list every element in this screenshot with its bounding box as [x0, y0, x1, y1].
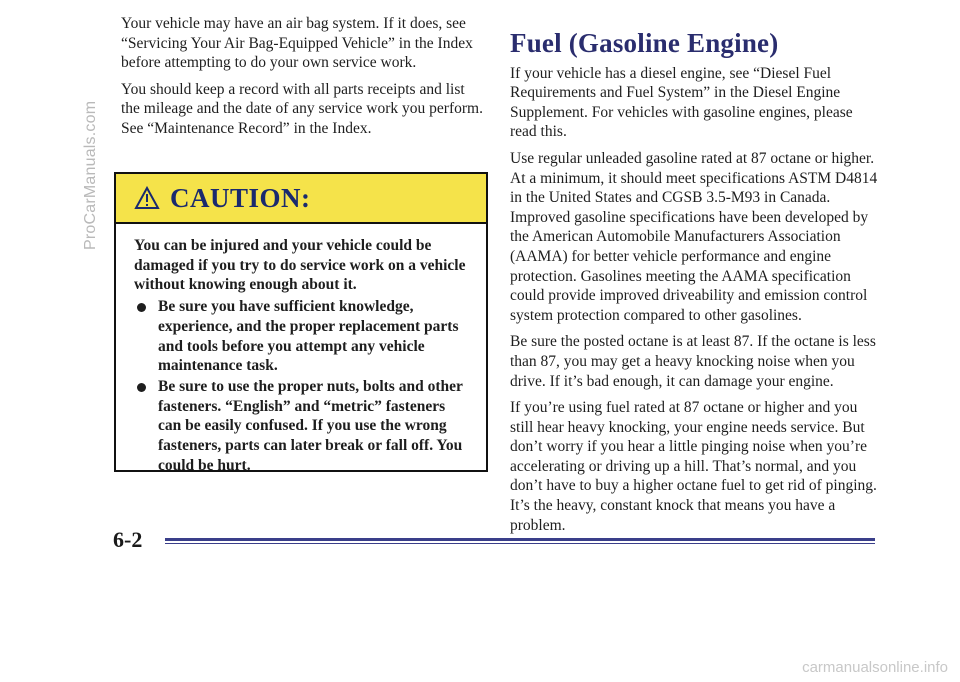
right-paragraph-4: If you’re using fuel rated at 87 octane or higher and you still hear heavy knocking, your engine needs service. But don’t worry if you hear a little pinging noise when you’re accelerating or driving up a hill. That’s normal, and you don’t have to buy a higher octane fuel to get rid of pinging. It’s the heavy, constant knock that means you have a problem.	[510, 399, 877, 534]
warning-triangle-icon	[134, 186, 160, 210]
caution-bullet-text: Be sure to use the proper nuts, bolts and other fasteners. “English” and “metric” fasteners can be easily confused. If you use the wrong fasteners, parts can later break or fall off. You could be hurt.	[158, 377, 463, 474]
left-paragraph-1: Your vehicle may have an air bag system. If it does, see “Servicing Your Air Bag-Equipped Vehicle” in the Index before attempting to do your own service work.	[121, 15, 473, 72]
section-heading: Fuel (Gasoline Engine)	[510, 28, 779, 58]
footer-rule-thin	[165, 543, 875, 544]
right-paragraph-3: Be sure the posted octane is at least 87. If the octane is less than 87, you may get a heavy knocking noise when you drive. If it’s bad enough, it can damage your engine.	[510, 333, 876, 390]
caution-label: CAUTION:	[170, 182, 311, 213]
bullet-icon	[137, 303, 146, 312]
right-paragraph-2: Use regular unleaded gasoline rated at 87 octane or higher. At a minimum, it should meet specifications ASTM D4814 in the United States and CGSB 3.5-M93 in Canada. Improved gasoline specifications have been developed by the American Automobile Manufacturers Association (AAMA) for better vehicle performance and engine protection. Gasolines meeting the AAMA specification could provide improved driveability and emission control system protection compared to other gasolines.	[510, 149, 878, 324]
side-watermark: ProCarManuals.com	[82, 100, 99, 250]
caution-bullet-item	[134, 377, 468, 476]
right-paragraph-1: If your vehicle has a diesel engine, see “Diesel Fuel Requirements and Fuel System” in the Diesel Engine Supplement. For vehicles with gasoline engines, please read this.	[510, 64, 853, 141]
bullet-icon	[137, 383, 146, 392]
footer-rule	[165, 538, 875, 541]
caution-bullet-item	[134, 297, 468, 376]
left-paragraph-2: You should keep a record with all parts receipts and list the mileage and the date of any service work you perform. See “Maintenance Record” in the Index.	[121, 80, 483, 137]
caution-intro: You can be injured and your vehicle could be damaged if you try to do service work on a vehicle without knowing enough about it.	[134, 237, 466, 294]
caution-bullet-list	[134, 297, 468, 475]
left-column	[121, 14, 483, 146]
bottom-watermark: carmanualsonline.info	[802, 659, 948, 676]
caution-bullet-text: Be sure you have sufficient knowledge, experience, and the proper replacement parts and tools before you attempt any vehicle maintenance task.	[158, 298, 459, 375]
caution-box	[114, 172, 488, 472]
caution-header	[116, 174, 486, 224]
right-column	[510, 14, 880, 542]
page-number: 6-2	[113, 527, 143, 552]
caution-body	[116, 224, 486, 475]
